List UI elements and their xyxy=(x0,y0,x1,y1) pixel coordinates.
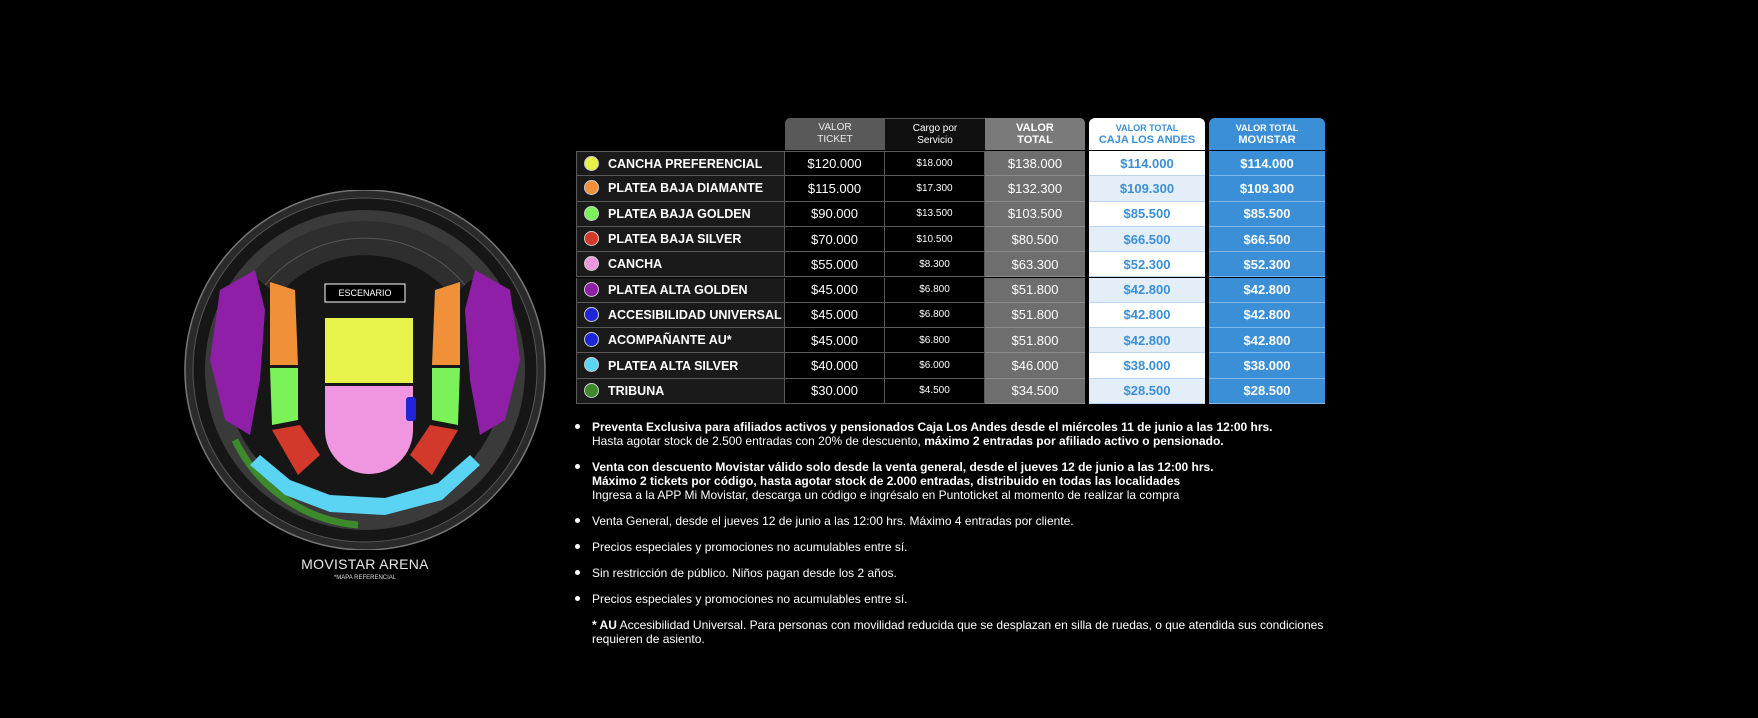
zone-platea-baja-diamante-left xyxy=(270,282,298,365)
zone-color-dot xyxy=(584,156,599,171)
valor-ticket: $45.000 xyxy=(785,303,885,328)
venue-map xyxy=(180,190,560,590)
zone-name: PLATEA BAJA SILVER xyxy=(576,227,785,252)
table-row xyxy=(576,227,1326,252)
valor-movistar: $38.000 xyxy=(1209,353,1325,378)
zone-name: PLATEA ALTA GOLDEN xyxy=(576,278,785,303)
valor-movistar: $28.500 xyxy=(1209,379,1325,404)
zone-name: PLATEA BAJA DIAMANTE xyxy=(576,176,785,201)
note-movistar: Venta con descuento Movistar válido solo desde la venta general, desde el jueves 12 de junio a las 12:00 hrs. Máximo 2 tickets por código, hasta agotar stock de 2.000 entradas, distribuido en todas las localidades Ingresa a la APP Mi Movistar, descarga un código e ingrésalo en Puntoticket al momento de realizar la compra xyxy=(575,460,1335,502)
valor-total: $103.500 xyxy=(985,202,1085,227)
valor-caja-los-andes: $42.800 xyxy=(1089,278,1205,303)
cargo-servicio: $18.000 xyxy=(885,151,985,176)
note-au: * AU Accesibilidad Universal. Para personas con movilidad reducida que se desplazan en silla de ruedas, o que atendida sus condiciones requieren de asiento. xyxy=(592,618,1324,646)
valor-caja-los-andes: $38.000 xyxy=(1089,353,1205,378)
cargo-servicio: $17.300 xyxy=(885,176,985,201)
zone-name: CANCHA xyxy=(576,252,785,277)
valor-ticket: $70.000 xyxy=(785,227,885,252)
table-row xyxy=(576,176,1326,201)
valor-caja-los-andes: $109.300 xyxy=(1089,176,1205,201)
zone-color-dot xyxy=(584,231,599,246)
zone-color-dot xyxy=(584,282,599,297)
valor-movistar: $52.300 xyxy=(1209,252,1325,277)
table-row xyxy=(576,328,1326,353)
valor-ticket: $90.000 xyxy=(785,202,885,227)
valor-movistar: $42.800 xyxy=(1209,278,1325,303)
table-row xyxy=(576,353,1326,378)
header-caja-los-andes: VALOR TOTAL CAJA LOS ANDES xyxy=(1089,118,1205,150)
table-row xyxy=(576,379,1326,404)
valor-caja-los-andes: $28.500 xyxy=(1089,379,1205,404)
valor-caja-los-andes: $85.500 xyxy=(1089,202,1205,227)
stage-label: ESCENARIO xyxy=(338,288,392,298)
note-restriccion: Sin restricción de público. Niños pagan desde los 2 años. xyxy=(575,566,1335,580)
zone-color-dot xyxy=(584,180,599,195)
header-cargo-servicio: Cargo por Servicio xyxy=(885,118,985,150)
valor-movistar: $66.500 xyxy=(1209,227,1325,252)
zone-name: TRIBUNA xyxy=(576,379,785,404)
cargo-servicio: $6.000 xyxy=(885,353,985,378)
valor-ticket: $40.000 xyxy=(785,353,885,378)
table-row xyxy=(576,278,1326,303)
zone-cancha xyxy=(325,386,413,474)
cargo-servicio: $4.500 xyxy=(885,379,985,404)
valor-total: $63.300 xyxy=(985,252,1085,277)
table-row xyxy=(576,252,1326,277)
valor-ticket: $45.000 xyxy=(785,278,885,303)
valor-movistar: $114.000 xyxy=(1209,151,1325,176)
valor-ticket: $55.000 xyxy=(785,252,885,277)
valor-caja-los-andes: $52.300 xyxy=(1089,252,1205,277)
header-valor-total: VALOR TOTAL xyxy=(985,118,1085,150)
note-venta-general: Venta General, desde el jueves 12 de junio a las 12:00 hrs. Máximo 4 entradas por cliente. xyxy=(575,514,1335,528)
cargo-servicio: $13.500 xyxy=(885,202,985,227)
cargo-servicio: $6.800 xyxy=(885,278,985,303)
header-movistar: VALOR TOTAL MOVISTAR xyxy=(1209,118,1325,150)
zone-name: CANCHA PREFERENCIAL xyxy=(576,151,785,176)
valor-total: $51.800 xyxy=(985,278,1085,303)
valor-total: $80.500 xyxy=(985,227,1085,252)
valor-ticket: $45.000 xyxy=(785,328,885,353)
zone-color-dot xyxy=(584,206,599,221)
venue-note: *MAPA REFERENCIAL xyxy=(333,575,397,581)
venue-map-graphic xyxy=(180,190,550,550)
valor-movistar: $42.800 xyxy=(1209,303,1325,328)
cargo-servicio: $6.800 xyxy=(885,328,985,353)
zone-accesibilidad-universal xyxy=(406,397,416,421)
note-precios-2: Precios especiales y promociones no acumulables entre sí. xyxy=(575,592,1335,606)
valor-movistar: $42.800 xyxy=(1209,328,1325,353)
zone-platea-baja-golden-right xyxy=(432,368,460,425)
cargo-servicio: $8.300 xyxy=(885,252,985,277)
zone-color-dot xyxy=(584,332,599,347)
table-row xyxy=(576,303,1326,328)
note-preventa: Preventa Exclusiva para afiliados activos y pensionados Caja Los Andes desde el miércoles 11 de junio a las 12:00 hrs. Hasta agotar stock de 2.500 entradas con 20% de descuento, máximo 2 entradas por afiliado activo o pensionado. xyxy=(575,420,1335,448)
valor-ticket: $115.000 xyxy=(785,176,885,201)
valor-movistar: $109.300 xyxy=(1209,176,1325,201)
zone-name: PLATEA ALTA SILVER xyxy=(576,353,785,378)
valor-total: $51.800 xyxy=(985,328,1085,353)
zone-color-dot xyxy=(584,357,599,372)
zone-platea-baja-golden-left xyxy=(270,368,298,425)
notes-list xyxy=(575,420,1335,646)
zone-name: PLATEA BAJA GOLDEN xyxy=(576,202,785,227)
zone-color-dot xyxy=(584,383,599,398)
valor-caja-los-andes: $42.800 xyxy=(1089,303,1205,328)
valor-caja-los-andes: $42.800 xyxy=(1089,328,1205,353)
valor-ticket: $120.000 xyxy=(785,151,885,176)
zone-name: ACOMPAÑANTE AU* xyxy=(576,328,785,353)
valor-total: $34.500 xyxy=(985,379,1085,404)
valor-ticket: $30.000 xyxy=(785,379,885,404)
valor-total: $132.300 xyxy=(985,176,1085,201)
cargo-servicio: $6.800 xyxy=(885,303,985,328)
zone-color-dot xyxy=(584,307,599,322)
valor-total: $46.000 xyxy=(985,353,1085,378)
valor-movistar: $85.500 xyxy=(1209,202,1325,227)
table-row xyxy=(576,202,1326,227)
valor-caja-los-andes: $66.500 xyxy=(1089,227,1205,252)
zone-color-dot xyxy=(584,256,599,271)
table-row xyxy=(576,151,1326,176)
venue-name: MOVISTAR ARENA xyxy=(301,556,429,572)
valor-total: $138.000 xyxy=(985,151,1085,176)
zone-cancha-preferencial xyxy=(325,318,413,383)
note-precios-1: Precios especiales y promociones no acumulables entre sí. xyxy=(575,540,1335,554)
zone-name: ACCESIBILIDAD UNIVERSAL xyxy=(576,303,785,328)
zone-platea-baja-diamante-right xyxy=(432,282,460,365)
valor-caja-los-andes: $114.000 xyxy=(1089,151,1205,176)
cargo-servicio: $10.500 xyxy=(885,227,985,252)
valor-total: $51.800 xyxy=(985,303,1085,328)
header-valor-ticket: VALOR TICKET xyxy=(785,118,885,150)
